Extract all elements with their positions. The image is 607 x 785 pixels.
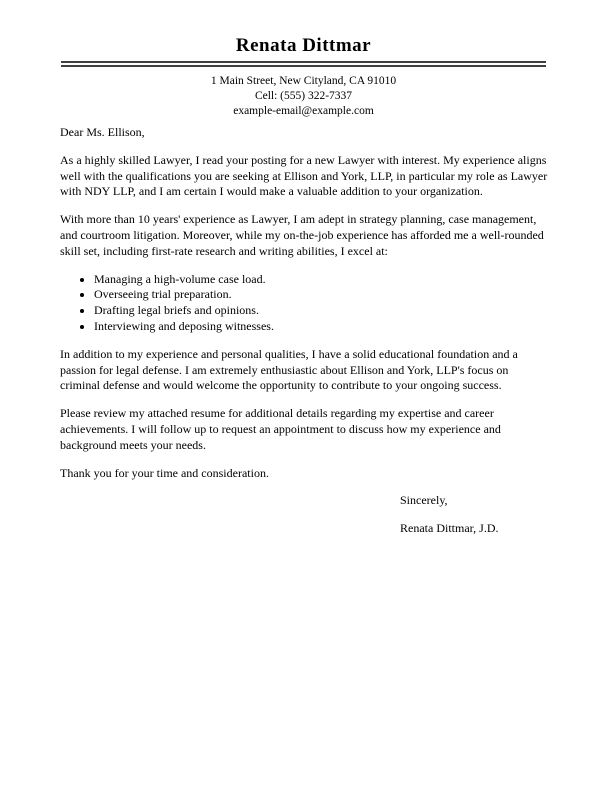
applicant-name: Renata Dittmar (235, 35, 372, 56)
skills-bullet-list (60, 272, 551, 335)
closing-block (400, 493, 551, 537)
bullet-item: • Drafting legal briefs and opinions. (94, 303, 551, 319)
signature-name: Renata Dittmar, J.D. (400, 521, 499, 536)
paragraph-intro: As a highly skilled Lawyer, I read your posting for a new Lawyer with interest. My experience aligns well with the qualifications you are seeking at Ellison and York, LLP, in particular my role as Lawyer with NDY LLP, and I am certain I would make a valuable addition to your organization. (60, 152, 548, 199)
paragraph-thanks: Thank you for your time and consideration. (60, 465, 269, 480)
letter-body (0, 125, 607, 537)
bullet-item: • Managing a high-volume case load. (94, 272, 551, 288)
contact-address: 1 Main Street, New Cityland, CA 91010 (210, 75, 397, 87)
bullet-item: • Overseeing trial preparation. (94, 287, 551, 303)
paragraph-education: In addition to my experience and personal qualities, I have a solid educational foundation and a passion for legal defense. I am extremely enthusiastic about Ellison and York, LLP's focus on criminal defense and would welcome the opportunity to contribute to your ongoing success. (60, 346, 518, 393)
closing-salutation: Sincerely, (400, 493, 448, 508)
paragraph-resume: Please review my attached resume for additional details regarding my expertise and career achievements. I will follow up to request an appointment to discuss how my experience and background meets your needs. (60, 406, 501, 452)
contact-cell: Cell: (555) 322-7337 (254, 90, 353, 102)
bullet-item: • Interviewing and deposing witnesses. (94, 319, 551, 335)
contact-email: example-email@example.com (233, 105, 374, 117)
header-double-rule (61, 61, 546, 67)
contact-block (0, 74, 607, 119)
paragraph-experience: With more than 10 years' experience as Lawyer, I am adept in strategy planning, case management, and courtroom litigation. Moreover, while my on-the-job experience has afforded me a well-rounded skill set, including first-rate research and writing abilities, I excel at: (60, 212, 544, 258)
salutation: Dear Ms. Ellison, (60, 125, 145, 139)
